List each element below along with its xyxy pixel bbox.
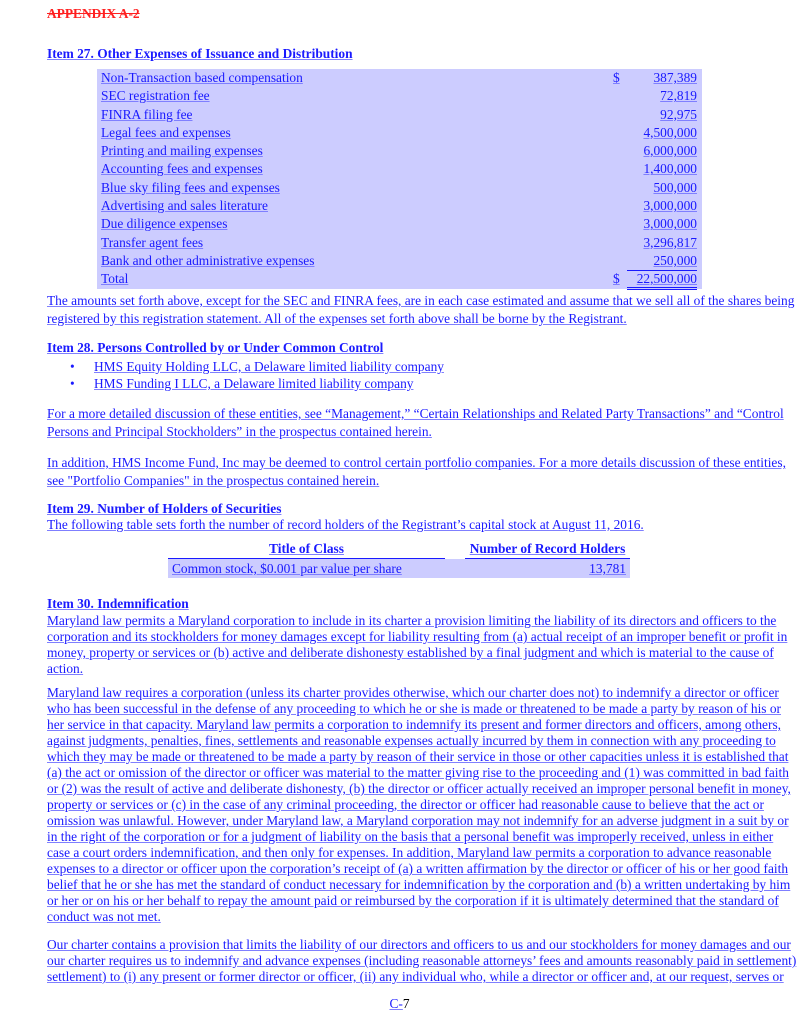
expense-label: Legal fees and expenses xyxy=(101,124,231,140)
paragraph-line: or (2) was the result of active and deliberate dishonesty, (b) the director or officer actually received an improper personal benefit in money, xyxy=(47,781,791,796)
bullet-item xyxy=(70,359,444,375)
item27-heading: Item 27. Other Expenses of Issuance and Distribution xyxy=(47,46,353,61)
item30-heading: Item 30. Indemnification xyxy=(47,596,189,611)
item30-paragraph-1 xyxy=(47,613,788,677)
item28-heading: Item 28. Persons Controlled by or Under Common Control xyxy=(47,340,384,355)
expense-label: Printing and mailing expenses xyxy=(101,143,263,159)
expense-label: Blue sky filing fees and expenses xyxy=(101,179,280,195)
expense-row xyxy=(97,197,702,215)
expense-amount: 3,000,000 xyxy=(643,216,697,232)
expense-label: SEC registration fee xyxy=(101,88,210,104)
paragraph-line: her service in that capacity. Maryland law permits a corporation to indemnify its present and former directors and officers, among others, xyxy=(47,717,782,732)
paragraph-line: conduct was not met. xyxy=(47,909,161,924)
paragraph-line: money, property or services or (b) active and deliberate dishonesty established by a final judgment and which is material to the cause of xyxy=(47,645,774,660)
expense-amount: 6,000,000 xyxy=(643,143,697,159)
holders-table xyxy=(168,540,630,578)
item29-intro: The following table sets forth the number of record holders of the Registrant’s capital stock at August 11, 2016. xyxy=(47,517,644,532)
expense-amount: 72,819 xyxy=(660,88,697,104)
expense-amount: 387,389 xyxy=(653,70,697,85)
item29-heading: Item 29. Number of Holders of Securities xyxy=(47,501,282,516)
paragraph-line: (a) the act or omission of the director or officer was material to the matter giving rise to the proceeding and (1) was committed in bad faith xyxy=(47,765,789,780)
holders-table-header xyxy=(168,540,630,559)
table-row xyxy=(168,559,630,578)
paragraph-line: see "Portfolio Companies" in the prospectus contained herein. xyxy=(47,473,380,488)
expense-row xyxy=(97,106,702,124)
page-num: 7 xyxy=(402,996,410,1011)
bullet-icon: • xyxy=(70,359,75,374)
paragraph-line: The amounts set forth above, except for the SEC and FINRA fees, are in each case estimated and assume that we sell all of the shares being xyxy=(47,293,795,308)
expense-row xyxy=(97,215,702,233)
expense-row xyxy=(97,179,702,197)
bullet-icon: • xyxy=(70,376,75,391)
item28-paragraph-1 xyxy=(47,405,784,441)
item28-paragraph-2 xyxy=(47,454,786,490)
expense-amount: 500,000 xyxy=(653,179,697,195)
currency-symbol: $ xyxy=(613,271,620,287)
expense-amount: 1,400,000 xyxy=(643,161,697,177)
expense-label: Transfer agent fees xyxy=(101,234,204,250)
class-title: Common stock, $0.001 par value per share xyxy=(172,561,402,576)
paragraph-line: registered by this registration statement. All of the expenses set forth above shall be borne by the Registrant. xyxy=(47,311,627,326)
paragraph-line: action. xyxy=(47,661,84,676)
bullet-text: HMS Funding I LLC, a Delaware limited liability company xyxy=(94,376,414,391)
paragraph-line: Maryland law requires a corporation (unless its charter provides otherwise, which our charter does not) to indemnify a director or officer xyxy=(47,685,779,700)
item27-note xyxy=(47,292,795,328)
paragraph-line: For a more detailed discussion of these entities, see “Management,” “Certain Relationships and Related Party Transactions” and “Control xyxy=(47,406,784,421)
expense-label: Total xyxy=(101,271,129,287)
expense-row xyxy=(97,234,702,252)
expense-label: Due diligence expenses xyxy=(101,216,228,232)
item30-paragraph-2 xyxy=(47,685,791,925)
paragraph-line: or her or on his or her behalf to repay the amount paid or reimbursed by the corporation if it is ultimately determined that the standard of xyxy=(47,893,779,908)
bullet-item xyxy=(70,376,413,392)
paragraph-line: property or services or (c) in the case of any criminal proceeding, the director or officer had reasonable cause to believe that the act or xyxy=(47,797,764,812)
expense-row xyxy=(97,124,702,142)
expense-amount: 4,500,000 xyxy=(643,124,697,140)
expense-label: FINRA filing fee xyxy=(101,106,193,122)
expense-amount: 22,500,000 xyxy=(627,270,697,290)
paragraph-line: settlement) to (i) any present or former director or officer, (ii) any individual who, while a director or officer and, at our request, serves or xyxy=(47,969,784,984)
paragraph-line: omission was unlawful. However, under Maryland law, a Maryland corporation may not indemnify for an adverse judgment in a suit by or xyxy=(47,813,789,828)
expense-label: Bank and other administrative expenses xyxy=(101,252,315,268)
paragraph-line: who has been successful in the defense of any proceeding to which he or she is made or threatened to be made a party by reason of his or xyxy=(47,701,782,716)
expense-row xyxy=(97,160,702,178)
expense-row xyxy=(97,87,702,105)
expense-amount: 92,975 xyxy=(660,106,697,122)
record-holders-count: 13,781 xyxy=(589,561,626,576)
currency-symbol: $ xyxy=(613,70,620,85)
paragraph-line: our charter requires us to indemnify and advance expenses (including reasonable attorneys’ fees and amounts reasonably paid in settlement) xyxy=(47,953,797,968)
expense-amount: 250,000 xyxy=(653,252,697,268)
item30-paragraph-3 xyxy=(47,937,797,985)
expense-amount: 3,000,000 xyxy=(643,198,697,214)
expense-label: Accounting fees and expenses xyxy=(101,161,263,177)
paragraph-line: against judgments, penalties, fines, settlements and reasonable expenses actually incurred by them in connection with any proceeding to xyxy=(47,733,776,748)
paragraph-line: in the right of the corporation or for a judgment of liability on the basis that a personal benefit was improperly received, unless in either xyxy=(47,829,774,844)
total-row xyxy=(97,270,702,288)
expense-label: Non-Transaction based compensation xyxy=(101,70,303,85)
paragraph-line: Our charter contains a provision that limits the liability of our directors and officers to us and our stockholders for money damages and our xyxy=(47,937,791,952)
paragraph-line: In addition, HMS Income Fund, Inc may be deemed to control certain portfolio companies. For a more details discussion of these entities, xyxy=(47,455,786,470)
expense-row xyxy=(97,142,702,160)
expense-row xyxy=(97,252,702,270)
expenses-table xyxy=(97,69,702,289)
page-number xyxy=(0,996,799,1012)
paragraph-line: Maryland law permits a Maryland corporation to include in its charter a provision limiting the liability of its directors and officers to the xyxy=(47,613,777,628)
expense-amount: 3,296,817 xyxy=(643,234,697,250)
paragraph-line: corporation and its stockholders for money damages except for liability resulting from (a) actual receipt of an improper benefit or profit in xyxy=(47,629,788,644)
paragraph-line: case a court orders indemnification, and then only for expenses. In addition, Maryland law permits a corporation to advance reasonable xyxy=(47,845,772,860)
column-header-record-holders: Number of Record Holders xyxy=(465,540,630,559)
paragraph-line: Persons and Principal Stockholders” in the prospectus contained herein. xyxy=(47,424,432,439)
paragraph-line: expenses to a director or officer upon the corporation’s receipt of (a) a written affirmation by the director or officer of his or her good faith xyxy=(47,861,789,876)
bullet-text: HMS Equity Holding LLC, a Delaware limited liability company xyxy=(94,359,444,374)
paragraph-line: which they may be made or threatened to be made a party by reason of their service in those or other capacities unless it is established that xyxy=(47,749,789,764)
paragraph-line: belief that he or she has met the standard of conduct necessary for indemnification by the corporation and (b) a written undertaking by him xyxy=(47,877,791,892)
column-header-title-of-class: Title of Class xyxy=(168,540,445,559)
expense-row xyxy=(97,69,702,87)
page-prefix: C- xyxy=(389,996,403,1011)
appendix-label: APPENDIX A-2 xyxy=(47,6,140,21)
expense-label: Advertising and sales literature xyxy=(101,198,268,214)
